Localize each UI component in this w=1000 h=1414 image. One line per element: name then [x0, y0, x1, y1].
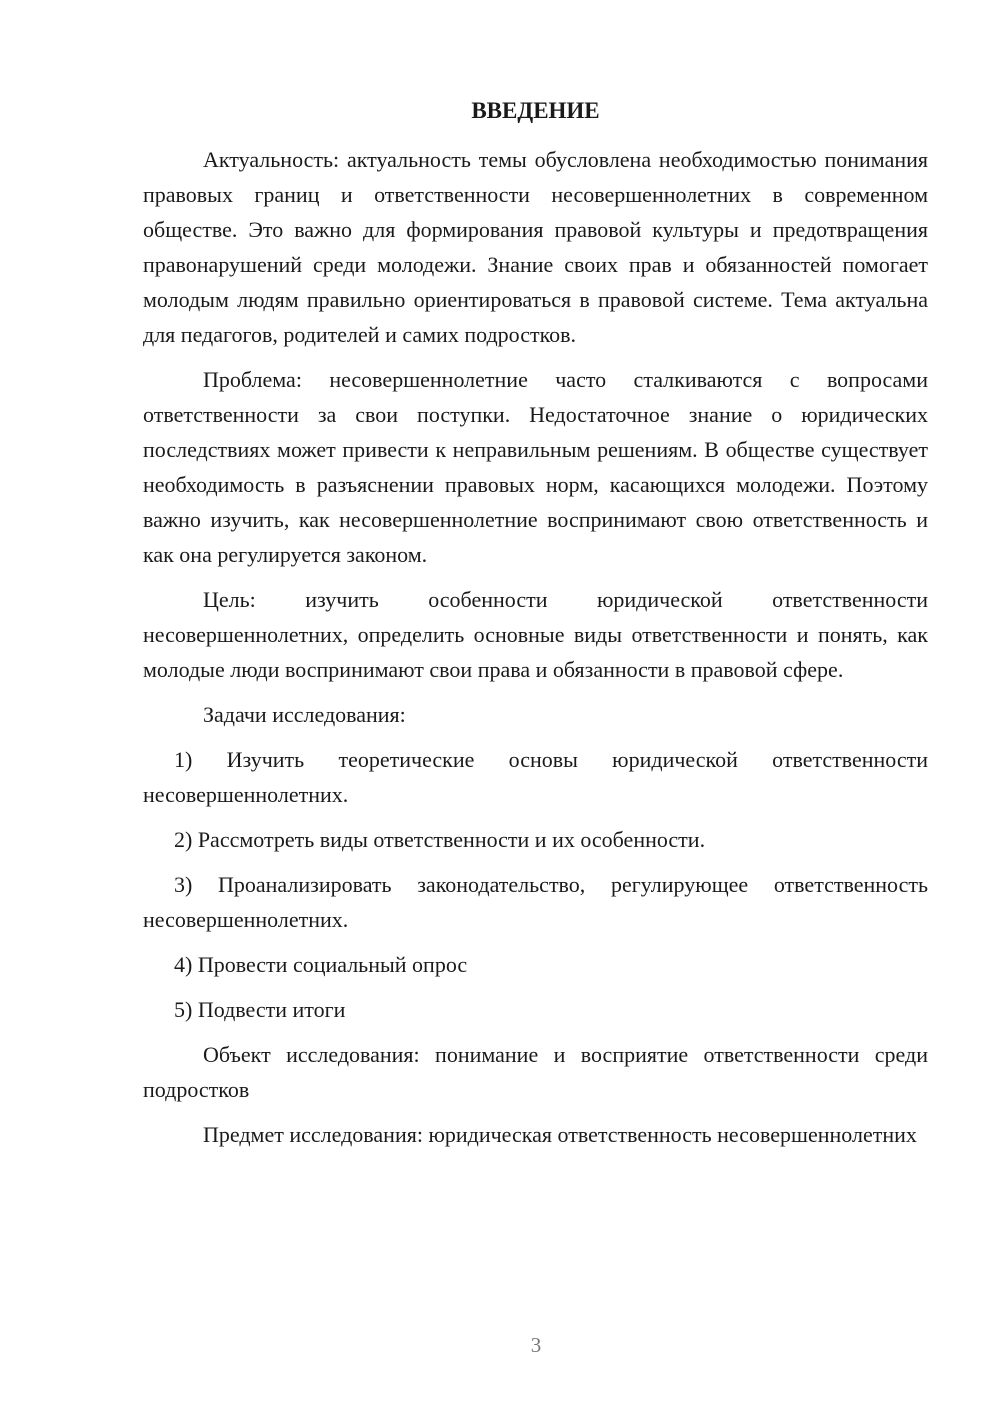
task-item-3: 3) Проанализировать законодательство, регулирующее ответственность несовершеннолетних.	[143, 872, 928, 932]
document-body	[143, 142, 928, 1162]
research-subject-paragraph: Предмет исследования: юридическая ответственность несовершеннолетних	[203, 1122, 917, 1147]
problem-paragraph: Проблема: несовершеннолетние часто сталкиваются с вопросами ответственности за свои поступки. Недостаточное знание о юридических последствиях может привести к неправильным решениям. В обществе существует необходимость в разъяснении правовых норм, касающихся молодежи. Поэтому важно изучить, как несовершеннолетние воспринимают свою ответственность и как она регулируется законом.	[143, 367, 928, 567]
section-title: ВВЕДЕНИЕ	[471, 98, 600, 123]
research-object-paragraph: Объект исследования: понимание и восприятие ответственности среди подростков	[143, 1042, 928, 1102]
task-item-1: 1) Изучить теоретические основы юридической ответственности несовершеннолетних.	[143, 747, 928, 807]
task-item-4: 4) Провести социальный опрос	[174, 952, 468, 977]
task-item-5: 5) Подвести итоги	[174, 997, 346, 1022]
relevance-paragraph: Актуальность: актуальность темы обусловлена необходимостью понимания правовых границ и ответственности несовершеннолетних в современном обществе. Это важно для формирования правовой культуры и предотвращения правонарушений среди молодежи. Знание своих прав и обязанностей помогает молодым людям правильно ориентироваться в правовой системе. Тема актуальна для педагогов, родителей и самих подростков.	[143, 147, 928, 347]
tasks-heading: Задачи исследования:	[203, 702, 406, 727]
task-item-2: 2) Рассмотреть виды ответственности и их особенности.	[174, 827, 706, 852]
page-number: 3	[530, 1333, 542, 1357]
goal-paragraph: Цель: изучить особенности юридической ответственности несовершеннолетних, определить основные виды ответственности и понять, как молодые люди воспринимают свои права и обязанности в правовой сфере.	[143, 587, 928, 682]
